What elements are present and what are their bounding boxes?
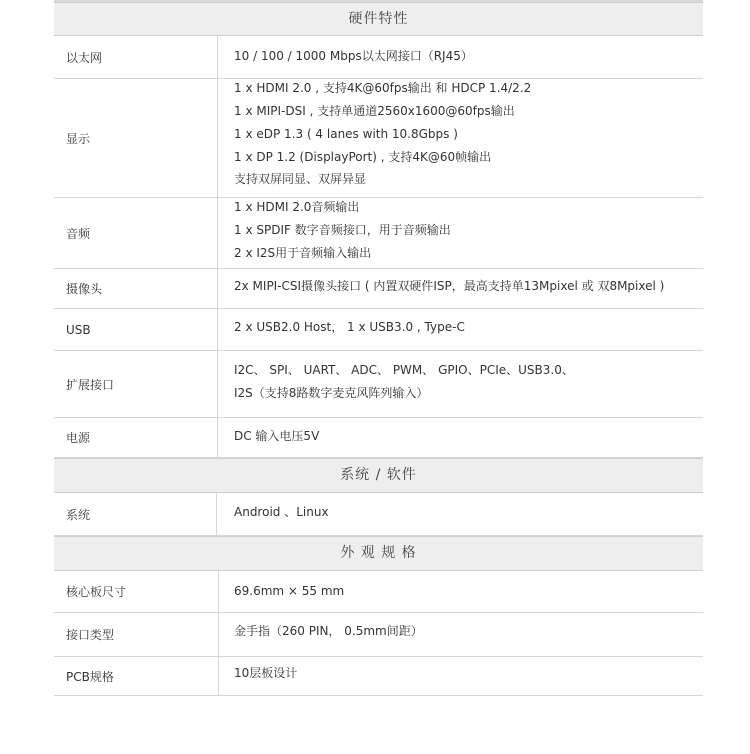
spec-value — [234, 657, 703, 695]
spec-value-line: 1 x HDMI 2.0 , 支持4K@60fps输出 和 HDCP 1.4/2.2 — [234, 81, 532, 95]
spec-row — [54, 198, 703, 269]
spec-label: USB — [66, 322, 91, 337]
spec-label: 扩展接口 — [66, 377, 115, 392]
spec-value-line: 支持双屏同显、双屏异显 — [234, 172, 367, 186]
spec-row — [54, 309, 703, 351]
spec-value-line: DC 输入电压5V — [234, 429, 320, 443]
column-divider — [217, 309, 218, 350]
spec-value — [234, 198, 703, 268]
spec-value — [234, 309, 703, 350]
spec-row — [54, 493, 703, 536]
spec-value-line: 金手指（260 PIN， 0.5mm间距） — [234, 624, 423, 638]
column-divider — [217, 36, 218, 78]
spec-label: 音频 — [66, 226, 91, 241]
spec-value-line: 10 / 100 / 1000 Mbps以太网接口（RJ45） — [234, 49, 473, 63]
column-divider — [217, 198, 218, 268]
spec-label: 接口类型 — [66, 628, 115, 642]
column-divider — [218, 613, 219, 656]
spec-label: 以太网 — [66, 50, 103, 65]
spec-row — [54, 36, 703, 79]
spec-label: 摄像头 — [66, 282, 103, 296]
spec-row — [54, 418, 703, 458]
spec-label: 系统 — [66, 507, 91, 522]
column-divider — [217, 351, 218, 417]
spec-row — [54, 571, 703, 613]
spec-value — [234, 79, 703, 197]
section-header: 系统 / 软件 — [54, 458, 703, 493]
spec-value — [234, 36, 703, 78]
spec-value-line: 2x MIPI-CSI摄像头接口 ( 内置双硬件ISP，最高支持单13Mpixel 或 双8Mpixel ) — [234, 279, 665, 293]
section-header: 硬件特性 — [54, 2, 703, 36]
spec-row — [54, 269, 703, 309]
column-divider — [216, 493, 217, 535]
spec-value-line: I2S（支持8路数字麦克风阵列输入） — [234, 386, 429, 400]
spec-value-line: 2 x I2S用于音频输入输出 — [234, 246, 372, 260]
spec-value-line: 10层板设计 — [234, 666, 298, 680]
column-divider — [217, 79, 218, 197]
spec-label: 显示 — [66, 131, 91, 146]
spec-row — [54, 613, 703, 657]
column-divider — [218, 657, 219, 695]
spec-row — [54, 79, 703, 198]
section-header: 外 观 规 格 — [54, 536, 703, 571]
spec-value-line: 1 x SPDIF 数字音频接口，用于音频输出 — [234, 223, 451, 237]
spec-value — [234, 418, 703, 457]
spec-value-line: 1 x DP 1.2 (DisplayPort) , 支持4K@60帧输出 — [234, 150, 492, 164]
spec-row — [54, 657, 703, 696]
spec-row — [54, 351, 703, 418]
spec-value-line: 69.6mm × 55 mm — [234, 584, 345, 598]
spec-label: 核心板尺寸 — [66, 585, 127, 599]
spec-label: 电源 — [66, 431, 91, 445]
spec-value-line: 1 x eDP 1.3 ( 4 lanes with 10.8Gbps ) — [234, 127, 458, 141]
spec-value — [234, 613, 703, 656]
spec-label: PCB规格 — [66, 669, 114, 684]
spec-value — [234, 493, 703, 535]
spec-value-line: I2C、 SPI、 UART、 ADC、 PWM、 GPIO、PCIe、USB3.0、 — [234, 363, 574, 377]
spec-value-line: 2 x USB2.0 Host， 1 x USB3.0 , Type-C — [234, 320, 465, 334]
spec-value — [234, 269, 703, 308]
spec-value — [234, 571, 703, 612]
spec-value — [234, 351, 703, 417]
column-divider — [217, 269, 218, 308]
spec-value-line: Android 、Linux — [234, 505, 329, 519]
spec-value-line: 1 x MIPI-DSI , 支持单通道2560x1600@60fps输出 — [234, 104, 515, 118]
spec-value-line: 1 x HDMI 2.0音频输出 — [234, 200, 360, 214]
column-divider — [218, 571, 219, 612]
column-divider — [217, 418, 218, 457]
